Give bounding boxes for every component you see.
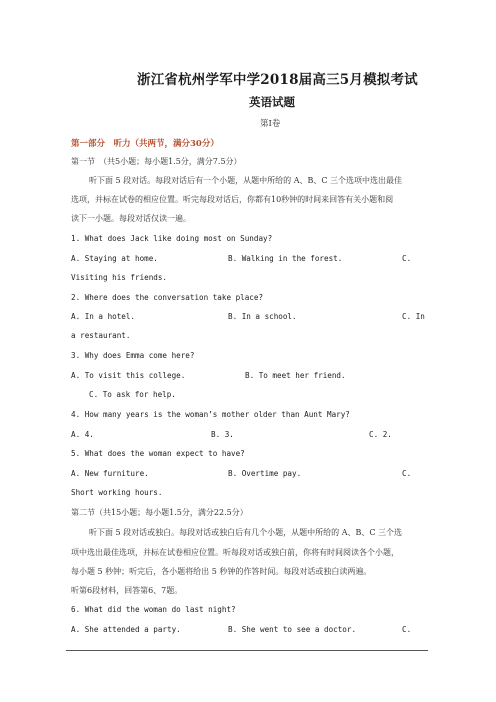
instruction-line-1: 听下面 5 段对话。每段对话后有一个小题，从题中所给的 A、B、C 三个选项中选出最佳 (89, 176, 403, 185)
q2-option-c-cont: a restaurant. (71, 331, 131, 340)
section2-instruction-2: 项中选出最佳选项，并标在试卷相应位置。听每段对话或独白前，你将有时间阅读各个小题， (71, 548, 399, 557)
question-4: 4. How many years is the woman’s mother older than Aunt Mary? (71, 410, 350, 419)
q1-option-b: B. Walking in the forest. (228, 254, 343, 263)
q4-option-a: A. 4. (71, 430, 94, 439)
section2-instruction-3: 每小题 5 秒钟；听完后，各小题将给出 5 秒钟的作答时间。每段对话或独白读两遍。 (71, 567, 372, 576)
exam-title: 浙江省杭州学军中学2018届高三5月模拟考试 (137, 72, 418, 88)
q5-option-b: B. Overtime pay. (228, 469, 302, 478)
q2-option-a: A. In a hotel. (71, 312, 136, 321)
volume-label: 第I卷 (260, 119, 281, 129)
part1-heading: 第一部分 听力（共两节，满分30分） (71, 139, 219, 149)
q6-option-c: C. (402, 625, 412, 634)
material-note: 听第6段材料，回答第6、7题。 (71, 586, 183, 595)
q5-option-c: C. (402, 469, 412, 478)
question-5: 5. What does the woman expect to have? (71, 449, 245, 458)
exam-subtitle: 英语试题 (249, 95, 295, 109)
q5-option-c-cont: Short working hours. (71, 488, 163, 497)
footer-divider (66, 650, 428, 651)
q6-option-b: B. She went to see a doctor. (228, 625, 357, 634)
q4-option-c: C. 2. (369, 430, 392, 439)
instruction-line-2: 选项，并标在试卷的相应位置。听完每段对话后，你都有10秒钟的时间来回答有关小题和阅 (71, 195, 394, 204)
question-6: 6. What did the woman do last night? (71, 605, 236, 614)
q1-option-c-cont: Visiting his friends. (71, 273, 168, 282)
q2-option-c: C. In (402, 312, 425, 321)
q1-option-c: C. (402, 254, 412, 263)
question-1: 1. What does Jack like doing most on Sunday? (71, 234, 273, 243)
section2-heading: 第二节（共15小题；每小题1.5分，满分22.5分） (71, 508, 248, 517)
q5-option-a: A. New furniture. (71, 469, 149, 478)
q3-option-b: B. To meet her friend. (245, 371, 346, 380)
q1-option-a: A. Staying at home. (71, 254, 158, 263)
q3-option-c: C. To ask for help. (89, 390, 176, 399)
instruction-line-3: 读下一小题。每段对话仅读一遍。 (71, 214, 191, 223)
section2-instruction-1: 听下面 5 段对话或独白。每段对话或独白后有几个小题，从题中所给的 A、B、C 三个选 (89, 528, 403, 537)
q3-option-a: A. To visit this college. (71, 371, 186, 380)
q4-option-b: B. 3. (211, 430, 234, 439)
question-3: 3. Why does Emma come here? (71, 351, 195, 360)
q6-option-a: A. She attended a party. (71, 625, 181, 634)
section1-heading: 第一节 （共5小题；每小题1.5分，满分7.5分） (71, 157, 242, 166)
q2-option-b: B. In a school. (228, 312, 297, 321)
question-2: 2. Where does the conversation take place? (71, 293, 264, 302)
